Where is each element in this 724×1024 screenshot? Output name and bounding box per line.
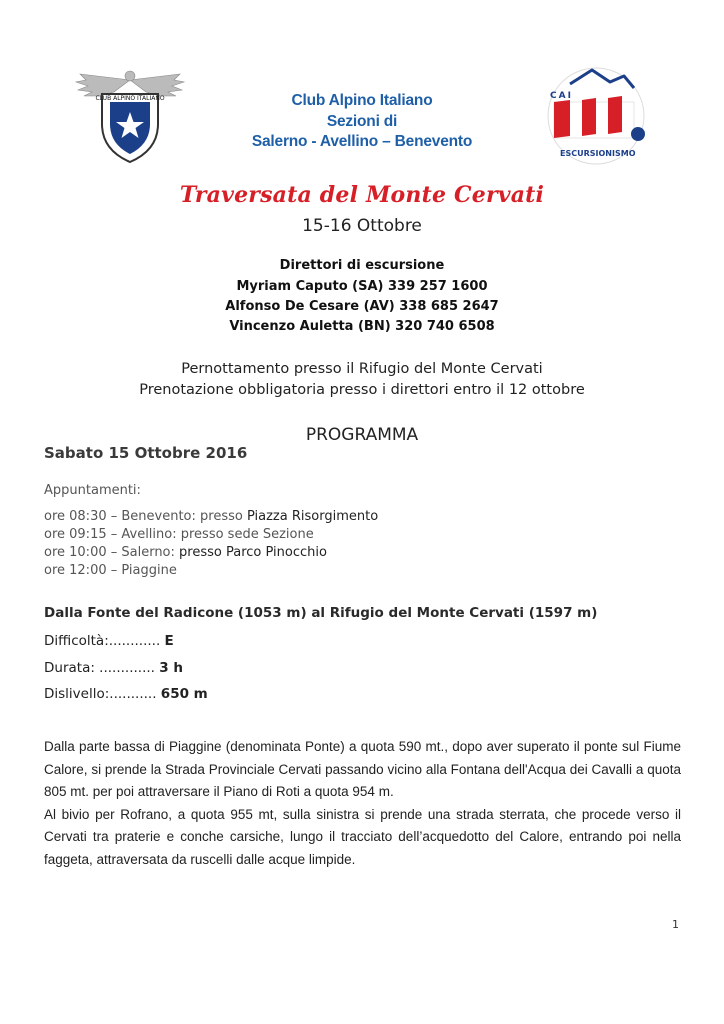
- appointment-item: ore 09:15 – Avellino: presso sede Sezione: [44, 527, 314, 542]
- club-sections-label: Sezioni di: [326, 113, 398, 130]
- booking-info: Prenotazione obbligatoria presso i direttori entro il 12 ottobre: [139, 382, 585, 398]
- duration-stat: Durata: ............. 3 h: [44, 660, 183, 676]
- page-number: 1: [672, 918, 679, 931]
- appointment-item: ore 10:00 – Salerno: presso Parco Pinocchio: [44, 545, 327, 560]
- overnight-info: Pernottamento presso il Rifugio del Monte Cervati: [181, 361, 543, 377]
- appointment-item: ore 12:00 – Piaggine: [44, 563, 177, 578]
- event-dates: 15-16 Ottobre: [302, 216, 422, 236]
- director-contact: Myriam Caputo (SA) 339 257 1600: [236, 279, 488, 294]
- route-title: Dalla Fonte del Radicone (1053 m) al Rifugio del Monte Cervati (1597 m): [44, 605, 598, 621]
- description-paragraph: Dalla parte bassa di Piaggine (denominata Ponte) a quota 590 mt., dopo aver superato il ponte sul Fiume Calore, si prende la Strada Provinciale Cervati passando vicino alla Fontana dell'Acqua dei Cavalli a quota 805 mt. per poi attraversare il Piano di Roti a quota 954 m.: [44, 739, 681, 799]
- club-sections-places: Salerno - Avellino – Benevento: [251, 133, 473, 150]
- club-name: Club Alpino Italiano: [291, 92, 433, 109]
- difficulty-stat: Difficoltà:............ E: [44, 633, 174, 649]
- description-paragraph: Al bivio per Rofrano, a quota 955 mt, sulla sinistra si prende una strada sterrata, che procede verso il Cervati tra praterie e conche carsiche, lungo il tracciato dell’acquedotto del Calore, entrando poi nella faggeta, attraversata da ruscelli dalle acque limpide.: [44, 806, 681, 867]
- director-contact: Vincenzo Auletta (BN) 320 740 6508: [229, 319, 495, 334]
- page-title: Traversata del Monte Cervati: [179, 182, 545, 208]
- svg-text:CLUB ALPINO ITALIANO: CLUB ALPINO ITALIANO: [95, 95, 165, 102]
- director-contact: Alfonso De Cesare (AV) 338 685 2647: [225, 299, 499, 314]
- appointments-label: Appuntamenti:: [44, 483, 141, 498]
- svg-text:ESCURSIONISMO: ESCURSIONISMO: [560, 149, 636, 158]
- appointment-item: ore 08:30 – Benevento: presso Piazza Risorgimento: [44, 509, 379, 524]
- day-title: Sabato 15 Ottobre 2016: [44, 444, 248, 462]
- program-heading: PROGRAMMA: [305, 425, 419, 445]
- elevation-stat: Dislivello:........... 650 m: [44, 686, 208, 702]
- route-description: [44, 736, 681, 871]
- directors-label: Direttori di escursione: [279, 258, 445, 273]
- svg-text:CAI: CAI: [550, 91, 573, 101]
